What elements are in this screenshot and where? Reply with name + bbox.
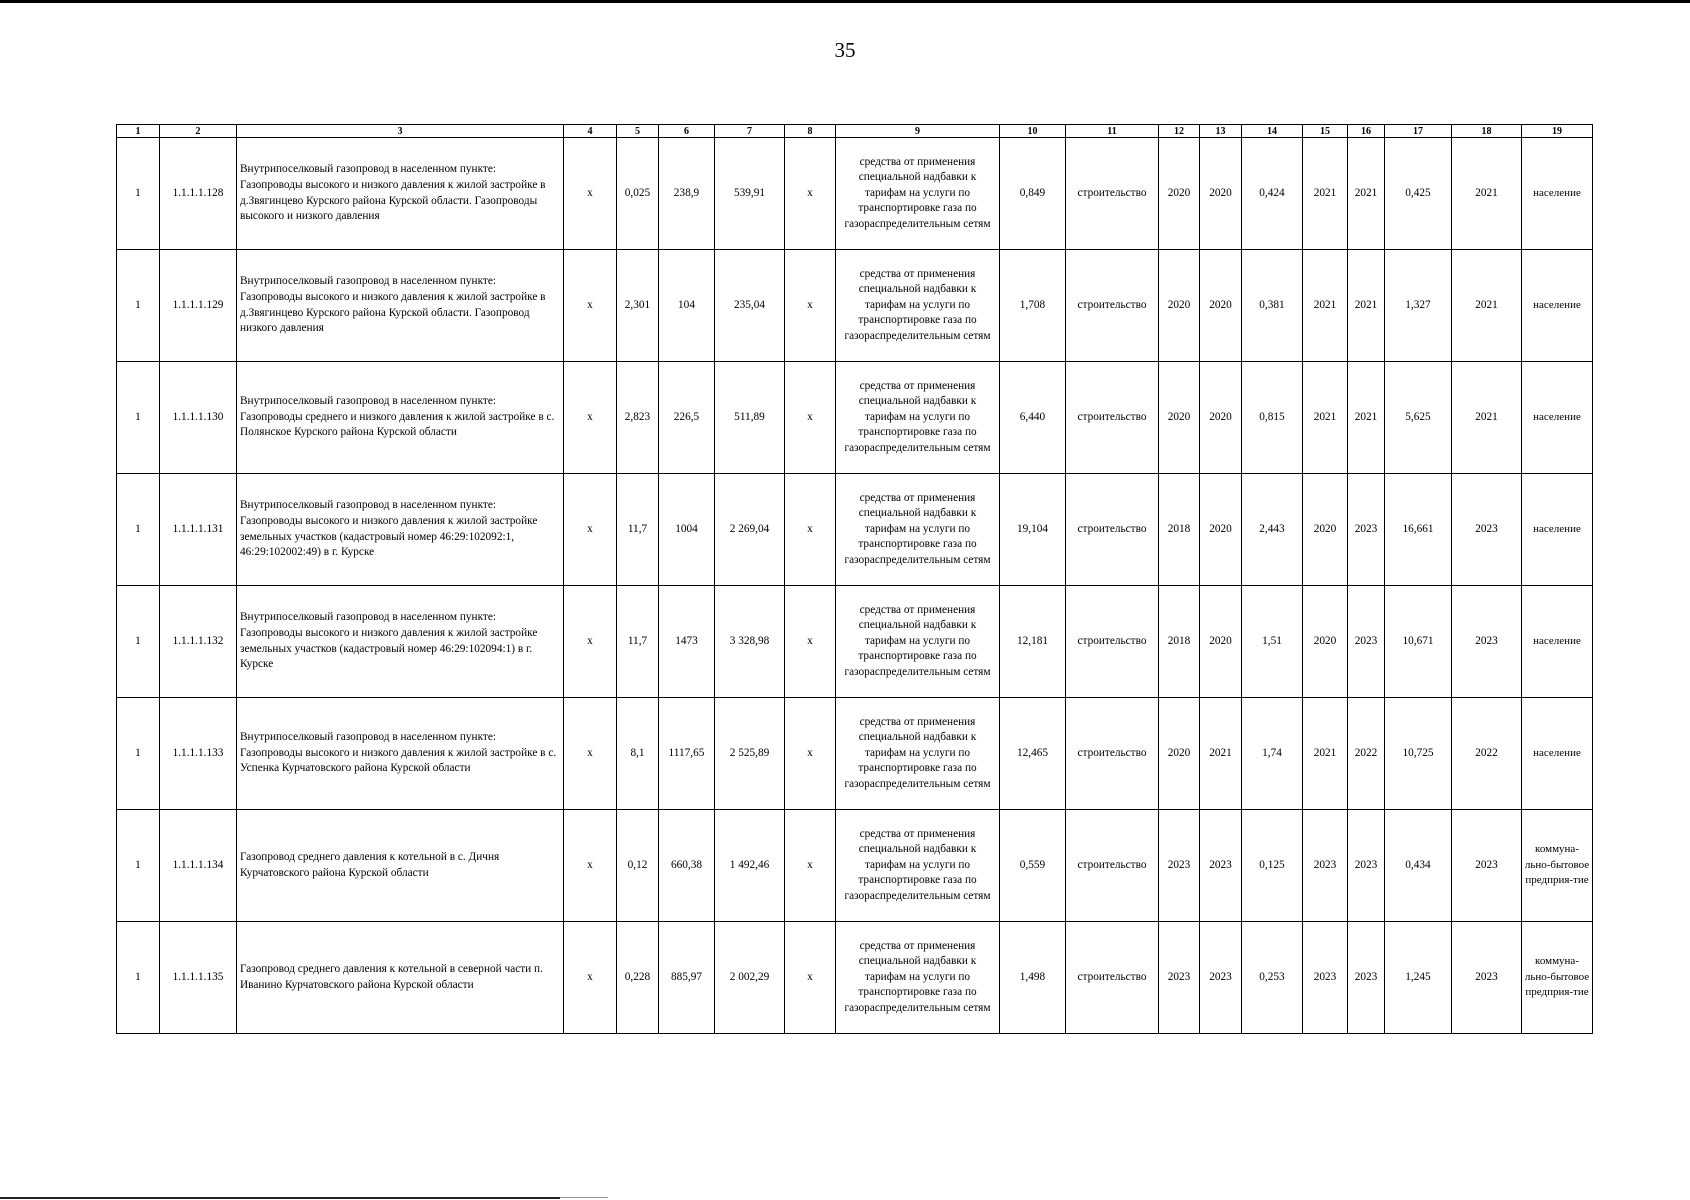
cell-col-7: 2 525,89 xyxy=(715,698,785,810)
column-header-4: 4 xyxy=(564,125,617,138)
cell-col-6: 1117,65 xyxy=(659,698,715,810)
cell-object-name: Газопровод среднего давления к котельной в северной части п. Иванино Курчатовского района Курской области xyxy=(237,922,564,1034)
cell-col-17: 10,725 xyxy=(1385,698,1452,810)
cell-col-14: 0,815 xyxy=(1242,362,1303,474)
cell-work-type: строительство xyxy=(1066,698,1159,810)
cell-financing-source: средства от применения специальной надбавки к тарифам на услуги по транспортировке газа по газораспределительным сетям xyxy=(836,698,1000,810)
cell-col-10: 6,440 xyxy=(1000,362,1066,474)
column-header-5: 5 xyxy=(617,125,659,138)
cell-col-12: 2023 xyxy=(1159,810,1200,922)
column-header-2: 2 xyxy=(160,125,237,138)
cell-col-17: 0,425 xyxy=(1385,138,1452,250)
column-header-11: 11 xyxy=(1066,125,1159,138)
cell-financing-source: средства от применения специальной надбавки к тарифам на услуги по транспортировке газа по газораспределительным сетям xyxy=(836,250,1000,362)
cell-work-type: строительство xyxy=(1066,250,1159,362)
cell-col-15: 2023 xyxy=(1303,922,1348,1034)
cell-col-16: 2023 xyxy=(1348,586,1385,698)
cell-col-14: 0,424 xyxy=(1242,138,1303,250)
cell-col-10: 12,181 xyxy=(1000,586,1066,698)
cell-row-index: 1 xyxy=(117,250,160,362)
cell-col-18: 2021 xyxy=(1452,362,1522,474)
cell-col-14: 2,443 xyxy=(1242,474,1303,586)
cell-col-17: 0,434 xyxy=(1385,810,1452,922)
cell-col-16: 2021 xyxy=(1348,138,1385,250)
cell-object-name: Внутрипоселковый газопровод в населенном пункте: Газопроводы высокого и низкого давления к жилой застройке земельных участков (кадастровый номер 46:29:102094:1) в г. Курске xyxy=(237,586,564,698)
cell-object-name: Внутрипоселковый газопровод в населенном пункте: Газопроводы высокого и низкого давления к жилой застройке в с. Успенка Курчатовского района Курской области xyxy=(237,698,564,810)
cell-col-4: x xyxy=(564,922,617,1034)
cell-row-index: 1 xyxy=(117,586,160,698)
table-row xyxy=(117,250,1593,362)
cell-col-8: x xyxy=(785,698,836,810)
cell-col-6: 104 xyxy=(659,250,715,362)
cell-col-6: 238,9 xyxy=(659,138,715,250)
cell-financing-source: средства от применения специальной надбавки к тарифам на услуги по транспортировке газа по газораспределительным сетям xyxy=(836,922,1000,1034)
cell-col-17: 5,625 xyxy=(1385,362,1452,474)
column-header-10: 10 xyxy=(1000,125,1066,138)
cell-col-4: x xyxy=(564,698,617,810)
table-row xyxy=(117,362,1593,474)
cell-col-10: 1,498 xyxy=(1000,922,1066,1034)
cell-col-7: 3 328,98 xyxy=(715,586,785,698)
column-header-13: 13 xyxy=(1200,125,1242,138)
cell-col-10: 12,465 xyxy=(1000,698,1066,810)
cell-col-6: 660,38 xyxy=(659,810,715,922)
cell-object-name: Внутрипоселковый газопровод в населенном пункте: Газопроводы высокого и низкого давления к жилой застройке земельных участков (кадастровый номер 46:29:102092:1, 46:29:102002:49) в г. Курске xyxy=(237,474,564,586)
cell-item-code: 1.1.1.1.133 xyxy=(160,698,237,810)
cell-col-13: 2020 xyxy=(1200,474,1242,586)
column-header-6: 6 xyxy=(659,125,715,138)
cell-col-14: 1,74 xyxy=(1242,698,1303,810)
table-row xyxy=(117,922,1593,1034)
cell-col-13: 2020 xyxy=(1200,362,1242,474)
cell-col-15: 2021 xyxy=(1303,362,1348,474)
cell-col-8: x xyxy=(785,922,836,1034)
cell-col-6: 226,5 xyxy=(659,362,715,474)
cell-col-7: 235,04 xyxy=(715,250,785,362)
table-row xyxy=(117,138,1593,250)
cell-financing-source: средства от применения специальной надбавки к тарифам на услуги по транспортировке газа по газораспределительным сетям xyxy=(836,810,1000,922)
page-number: 35 xyxy=(834,38,856,62)
cell-col-17: 1,327 xyxy=(1385,250,1452,362)
cell-col-8: x xyxy=(785,250,836,362)
cell-work-type: строительство xyxy=(1066,586,1159,698)
cell-col-13: 2021 xyxy=(1200,698,1242,810)
cell-col-16: 2022 xyxy=(1348,698,1385,810)
cell-col-15: 2021 xyxy=(1303,138,1348,250)
cell-col-15: 2021 xyxy=(1303,698,1348,810)
cell-col-6: 1004 xyxy=(659,474,715,586)
cell-col-12: 2020 xyxy=(1159,138,1200,250)
cell-col-18: 2021 xyxy=(1452,250,1522,362)
cell-col-4: x xyxy=(564,250,617,362)
cell-col-4: x xyxy=(564,138,617,250)
cell-col-5: 2,301 xyxy=(617,250,659,362)
cell-consumer-category: население xyxy=(1522,474,1593,586)
cell-col-8: x xyxy=(785,586,836,698)
cell-object-name: Внутрипоселковый газопровод в населенном пункте: Газопроводы высокого и низкого давления к жилой застройке в д.Звягинцево Курского района Курской области. Газопроводы высокого и низкого давления xyxy=(237,138,564,250)
cell-col-14: 1,51 xyxy=(1242,586,1303,698)
cell-col-5: 2,823 xyxy=(617,362,659,474)
cell-row-index: 1 xyxy=(117,810,160,922)
cell-col-13: 2020 xyxy=(1200,250,1242,362)
cell-col-8: x xyxy=(785,362,836,474)
cell-col-13: 2023 xyxy=(1200,810,1242,922)
cell-col-7: 2 002,29 xyxy=(715,922,785,1034)
cell-object-name: Газопровод среднего давления к котельной в с. Дичня Курчатовского района Курской области xyxy=(237,810,564,922)
cell-work-type: строительство xyxy=(1066,810,1159,922)
column-header-14: 14 xyxy=(1242,125,1303,138)
cell-consumer-category: население xyxy=(1522,250,1593,362)
table-header-row xyxy=(117,125,1593,138)
cell-col-16: 2023 xyxy=(1348,474,1385,586)
cell-item-code: 1.1.1.1.130 xyxy=(160,362,237,474)
cell-col-4: x xyxy=(564,810,617,922)
cell-col-12: 2020 xyxy=(1159,698,1200,810)
table-row xyxy=(117,474,1593,586)
column-header-18: 18 xyxy=(1452,125,1522,138)
column-header-7: 7 xyxy=(715,125,785,138)
column-header-3: 3 xyxy=(237,125,564,138)
cell-col-5: 8,1 xyxy=(617,698,659,810)
cell-col-7: 1 492,46 xyxy=(715,810,785,922)
cell-col-4: x xyxy=(564,362,617,474)
cell-consumer-category: население xyxy=(1522,586,1593,698)
bottom-rule-faint xyxy=(560,1197,608,1198)
cell-col-12: 2018 xyxy=(1159,474,1200,586)
cell-item-code: 1.1.1.1.135 xyxy=(160,922,237,1034)
cell-item-code: 1.1.1.1.131 xyxy=(160,474,237,586)
cell-col-13: 2020 xyxy=(1200,138,1242,250)
cell-col-7: 2 269,04 xyxy=(715,474,785,586)
cell-col-17: 16,661 xyxy=(1385,474,1452,586)
cell-col-17: 10,671 xyxy=(1385,586,1452,698)
top-border xyxy=(0,0,1690,3)
cell-col-15: 2023 xyxy=(1303,810,1348,922)
column-header-17: 17 xyxy=(1385,125,1452,138)
column-header-16: 16 xyxy=(1348,125,1385,138)
cell-col-7: 539,91 xyxy=(715,138,785,250)
cell-col-18: 2023 xyxy=(1452,586,1522,698)
cell-work-type: строительство xyxy=(1066,138,1159,250)
cell-row-index: 1 xyxy=(117,922,160,1034)
cell-row-index: 1 xyxy=(117,698,160,810)
cell-financing-source: средства от применения специальной надбавки к тарифам на услуги по транспортировке газа по газораспределительным сетям xyxy=(836,474,1000,586)
cell-col-13: 2023 xyxy=(1200,922,1242,1034)
column-header-12: 12 xyxy=(1159,125,1200,138)
cell-consumer-category: коммуна-льно-бытовое предприя-тие xyxy=(1522,810,1593,922)
cell-item-code: 1.1.1.1.128 xyxy=(160,138,237,250)
cell-col-17: 1,245 xyxy=(1385,922,1452,1034)
cell-col-15: 2021 xyxy=(1303,250,1348,362)
cell-col-12: 2020 xyxy=(1159,250,1200,362)
cell-col-5: 0,12 xyxy=(617,810,659,922)
cell-item-code: 1.1.1.1.134 xyxy=(160,810,237,922)
column-header-9: 9 xyxy=(836,125,1000,138)
cell-col-8: x xyxy=(785,474,836,586)
cell-col-8: x xyxy=(785,138,836,250)
table-row xyxy=(117,698,1593,810)
cell-work-type: строительство xyxy=(1066,362,1159,474)
cell-consumer-category: коммуна-льно-бытовое предприя-тие xyxy=(1522,922,1593,1034)
cell-col-14: 0,381 xyxy=(1242,250,1303,362)
cell-consumer-category: население xyxy=(1522,138,1593,250)
cell-col-12: 2023 xyxy=(1159,922,1200,1034)
cell-col-14: 0,253 xyxy=(1242,922,1303,1034)
cell-item-code: 1.1.1.1.129 xyxy=(160,250,237,362)
cell-item-code: 1.1.1.1.132 xyxy=(160,586,237,698)
cell-col-15: 2020 xyxy=(1303,474,1348,586)
column-header-19: 19 xyxy=(1522,125,1593,138)
cell-col-16: 2023 xyxy=(1348,922,1385,1034)
cell-col-18: 2023 xyxy=(1452,922,1522,1034)
cell-col-6: 885,97 xyxy=(659,922,715,1034)
cell-col-6: 1473 xyxy=(659,586,715,698)
cell-financing-source: средства от применения специальной надбавки к тарифам на услуги по транспортировке газа по газораспределительным сетям xyxy=(836,586,1000,698)
column-header-8: 8 xyxy=(785,125,836,138)
cell-col-18: 2023 xyxy=(1452,474,1522,586)
cell-col-10: 0,849 xyxy=(1000,138,1066,250)
cell-col-18: 2023 xyxy=(1452,810,1522,922)
cell-col-15: 2020 xyxy=(1303,586,1348,698)
cell-col-16: 2021 xyxy=(1348,250,1385,362)
table-body xyxy=(117,138,1593,1034)
cell-work-type: строительство xyxy=(1066,474,1159,586)
cell-col-16: 2023 xyxy=(1348,810,1385,922)
cell-col-5: 11,7 xyxy=(617,474,659,586)
cell-financing-source: средства от применения специальной надбавки к тарифам на услуги по транспортировке газа по газораспределительным сетям xyxy=(836,138,1000,250)
cell-col-10: 19,104 xyxy=(1000,474,1066,586)
cell-col-4: x xyxy=(564,474,617,586)
investment-table xyxy=(116,124,1593,1034)
cell-col-5: 0,228 xyxy=(617,922,659,1034)
cell-col-18: 2022 xyxy=(1452,698,1522,810)
cell-object-name: Внутрипоселковый газопровод в населенном пункте: Газопроводы высокого и низкого давления к жилой застройке в д.Звягинцево Курского района Курской области. Газопровод низкого давления xyxy=(237,250,564,362)
cell-col-13: 2020 xyxy=(1200,586,1242,698)
cell-financing-source: средства от применения специальной надбавки к тарифам на услуги по транспортировке газа по газораспределительным сетям xyxy=(836,362,1000,474)
table-row xyxy=(117,586,1593,698)
cell-col-7: 511,89 xyxy=(715,362,785,474)
cell-row-index: 1 xyxy=(117,362,160,474)
cell-work-type: строительство xyxy=(1066,922,1159,1034)
cell-col-4: x xyxy=(564,586,617,698)
column-header-15: 15 xyxy=(1303,125,1348,138)
cell-col-5: 0,025 xyxy=(617,138,659,250)
cell-col-14: 0,125 xyxy=(1242,810,1303,922)
table-row xyxy=(117,810,1593,922)
cell-consumer-category: население xyxy=(1522,698,1593,810)
cell-col-16: 2021 xyxy=(1348,362,1385,474)
cell-col-10: 1,708 xyxy=(1000,250,1066,362)
cell-row-index: 1 xyxy=(117,474,160,586)
cell-row-index: 1 xyxy=(117,138,160,250)
cell-col-12: 2018 xyxy=(1159,586,1200,698)
column-header-1: 1 xyxy=(117,125,160,138)
cell-col-5: 11,7 xyxy=(617,586,659,698)
cell-col-10: 0,559 xyxy=(1000,810,1066,922)
cell-col-8: x xyxy=(785,810,836,922)
cell-col-18: 2021 xyxy=(1452,138,1522,250)
cell-col-12: 2020 xyxy=(1159,362,1200,474)
bottom-rule xyxy=(0,1197,560,1199)
cell-consumer-category: население xyxy=(1522,362,1593,474)
cell-object-name: Внутрипоселковый газопровод в населенном пункте: Газопроводы среднего и низкого давления к жилой застройке в с. Полянское Курского района Курской области xyxy=(237,362,564,474)
